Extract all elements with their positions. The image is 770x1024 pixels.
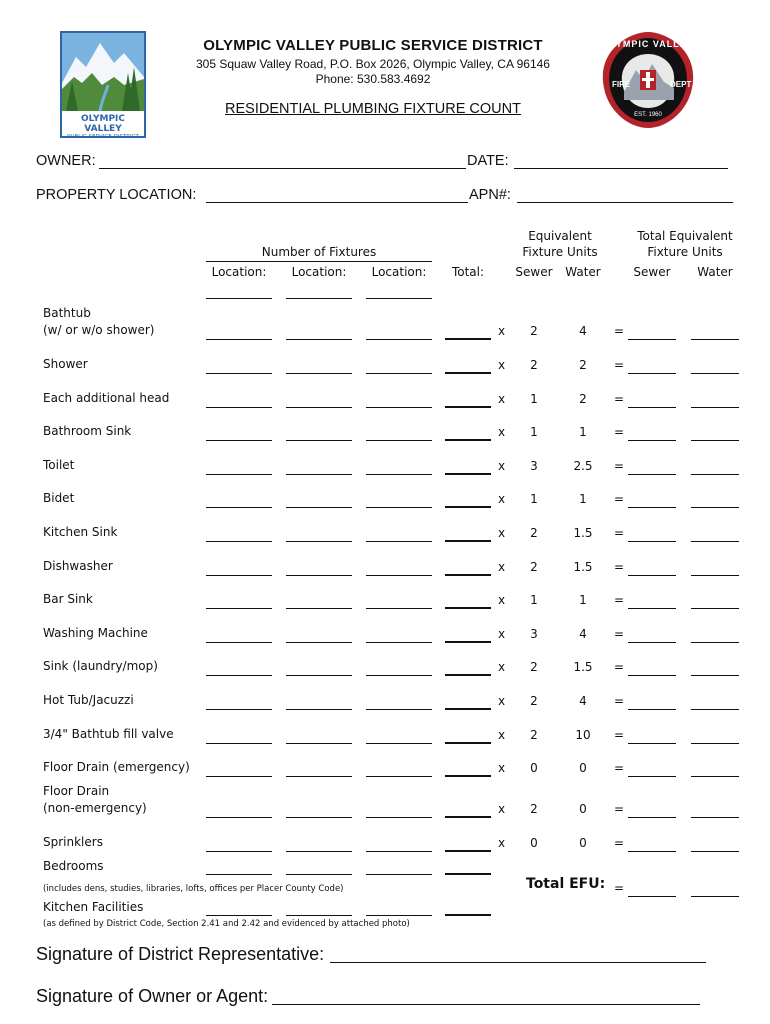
water-efu-value: 2	[579, 358, 587, 372]
sewer-total-header: Sewer	[633, 265, 671, 279]
times-sign: x	[498, 761, 506, 775]
bedrooms-location-3-line[interactable]	[366, 874, 432, 875]
location-3-count-line[interactable]	[366, 743, 432, 744]
fixture-total-line[interactable]	[445, 439, 491, 441]
total-efu-label: Total EFU:	[526, 876, 606, 892]
sewer-efu-value: 1	[530, 425, 538, 439]
fixture-name: Bidet	[43, 491, 75, 505]
times-sign: x	[498, 694, 506, 708]
sewer-efu-value: 2	[530, 526, 538, 540]
equals-sign: =	[614, 526, 625, 540]
sewer-total-line[interactable]	[628, 817, 676, 818]
times-sign: x	[498, 459, 506, 473]
fixture-row-label	[43, 726, 174, 743]
equals-sign: =	[614, 425, 625, 439]
bedrooms-total-line[interactable]	[445, 873, 491, 875]
water-total-line[interactable]	[691, 440, 739, 441]
fixture-name: Toilet	[43, 458, 75, 472]
sewer-efu-value: 0	[530, 836, 538, 850]
water-total-line[interactable]	[691, 575, 739, 576]
sewer-efu-header: Sewer	[515, 265, 553, 279]
fixture-total-line[interactable]	[445, 775, 491, 777]
location-2-count-line[interactable]	[286, 575, 352, 576]
fixture-name: Bar Sink	[43, 592, 93, 606]
date-input-line[interactable]	[514, 168, 728, 169]
times-sign: x	[498, 358, 506, 372]
location-1-count-line[interactable]	[206, 339, 272, 340]
sewer-total-line[interactable]	[628, 851, 676, 852]
property-location-input-line[interactable]	[206, 202, 468, 203]
location-3-count-line[interactable]	[366, 373, 432, 374]
water-efu-value: 4	[579, 627, 587, 641]
equals-sign: =	[614, 627, 625, 641]
fixture-total-line[interactable]	[445, 708, 491, 710]
location-1-count-line[interactable]	[206, 608, 272, 609]
sewer-total-line[interactable]	[628, 373, 676, 374]
times-sign: x	[498, 802, 506, 816]
fixture-name: Kitchen Sink	[43, 525, 118, 539]
water-total-line[interactable]	[691, 675, 739, 676]
location-1-count-line[interactable]	[206, 407, 272, 408]
total-header: Total:	[451, 265, 485, 279]
location-1-count-line[interactable]	[206, 541, 272, 542]
location-1-count-line[interactable]	[206, 709, 272, 710]
times-sign: x	[498, 593, 506, 607]
fixture-row-label	[43, 490, 74, 507]
location-3-count-line[interactable]	[366, 474, 432, 475]
owner-label: OWNER:	[36, 153, 96, 169]
district-signature-label: Signature of District Representative:	[36, 944, 325, 964]
district-signature-line[interactable]	[330, 962, 706, 963]
water-efu-value: 2	[579, 392, 587, 406]
times-sign: x	[498, 728, 506, 742]
fixture-name: Sprinklers	[43, 835, 103, 849]
water-total-line[interactable]	[691, 407, 739, 408]
location-1-header-line	[206, 298, 272, 299]
logo-right-text-top: OLYMPIC VALLEY	[602, 39, 694, 49]
sewer-efu-value: 2	[530, 694, 538, 708]
location-1-count-line[interactable]	[206, 817, 272, 818]
kitchen-facilities-label: Kitchen Facilities	[43, 900, 144, 914]
fixture-row-label	[43, 692, 134, 709]
water-efu-value: 0	[579, 802, 587, 816]
water-total-line[interactable]	[691, 776, 739, 777]
equals-sign: =	[614, 459, 625, 473]
times-sign: x	[498, 627, 506, 641]
times-sign: x	[498, 425, 506, 439]
fixture-row-label	[43, 658, 158, 675]
equals-sign: =	[614, 761, 625, 775]
times-sign: x	[498, 526, 506, 540]
bedrooms-location-1-line[interactable]	[206, 874, 272, 875]
fixture-total-line[interactable]	[445, 850, 491, 852]
water-total-line[interactable]	[691, 709, 739, 710]
location-3-count-line[interactable]	[366, 709, 432, 710]
location-2-count-line[interactable]	[286, 541, 352, 542]
location-1-count-line[interactable]	[206, 743, 272, 744]
logo-left-text-2: PUBLIC SERVICE DISTRICT	[67, 134, 139, 140]
fixture-total-line[interactable]	[445, 406, 491, 408]
times-sign: x	[498, 324, 506, 338]
kitchen-location-2-line[interactable]	[286, 915, 352, 916]
location-2-count-line[interactable]	[286, 373, 352, 374]
water-efu-value: 2.5	[573, 459, 593, 473]
water-total-line[interactable]	[691, 642, 739, 643]
location-2-count-line[interactable]	[286, 608, 352, 609]
times-sign: x	[498, 492, 506, 506]
water-total-line[interactable]	[691, 851, 739, 852]
logo-right-text-left: FIRE	[612, 80, 631, 89]
sewer-total-line[interactable]	[628, 440, 676, 441]
location-2-count-line[interactable]	[286, 776, 352, 777]
water-efu-value: 1	[579, 593, 587, 607]
water-total-line[interactable]	[691, 608, 739, 609]
fixture-name: Dishwasher	[43, 559, 113, 573]
location-2-count-line[interactable]	[286, 407, 352, 408]
location-3-count-line[interactable]	[366, 507, 432, 508]
fixture-total-line[interactable]	[445, 674, 491, 676]
fixture-name: Shower	[43, 357, 88, 371]
location-3-count-line[interactable]	[366, 608, 432, 609]
location-3-count-line[interactable]	[366, 851, 432, 852]
sewer-total-line[interactable]	[628, 709, 676, 710]
logo-left-text-1: OLYMPIC VALLEY	[80, 114, 125, 134]
sewer-efu-value: 2	[530, 728, 538, 742]
location-3-count-line[interactable]	[366, 407, 432, 408]
sewer-efu-value: 1	[530, 492, 538, 506]
sewer-total-line[interactable]	[628, 642, 676, 643]
location-3-count-line[interactable]	[366, 339, 432, 340]
water-efu-value: 1.5	[573, 660, 593, 674]
sewer-efu-value: 2	[530, 560, 538, 574]
equals-sign: =	[614, 836, 625, 850]
equals-sign: =	[614, 802, 625, 816]
fixture-total-line[interactable]	[445, 742, 491, 744]
sewer-total-line[interactable]	[628, 675, 676, 676]
fixture-row-label	[43, 759, 190, 776]
fixture-total-line[interactable]	[445, 607, 491, 609]
fixture-name: Floor Drain	[43, 784, 110, 798]
number-of-fixtures-header: Number of Fixtures	[261, 245, 377, 259]
fixture-name: Sink (laundry/mop)	[43, 659, 158, 673]
times-sign: x	[498, 660, 506, 674]
location-3-count-line[interactable]	[366, 642, 432, 643]
location-3-count-line[interactable]	[366, 817, 432, 818]
fixture-row-label	[43, 558, 113, 575]
water-efu-value: 10	[575, 728, 591, 742]
sewer-efu-value: 3	[530, 627, 538, 641]
sewer-efu-value: 3	[530, 459, 538, 473]
equals-sign: =	[614, 660, 625, 674]
equals-sign: =	[614, 560, 625, 574]
water-efu-value: 1.5	[573, 560, 593, 574]
fixture-name: Hot Tub/Jacuzzi	[43, 693, 134, 707]
water-total-header: Water	[697, 265, 733, 279]
fixture-name: Washing Machine	[43, 626, 148, 640]
bedrooms-label: Bedrooms	[43, 859, 104, 873]
apn-label: APN#:	[469, 187, 511, 203]
sewer-total-line[interactable]	[628, 776, 676, 777]
fixture-row-label	[43, 834, 103, 851]
water-efu-header: Water	[565, 265, 601, 279]
location-2-header-line	[286, 298, 352, 299]
location-3-header-line	[366, 298, 432, 299]
kitchen-note: (as defined by District Code, Section 2.41 and 2.42 and evidenced by attached photo)	[43, 919, 410, 929]
property-location-label: PROPERTY LOCATION:	[36, 187, 197, 203]
location-2-count-line[interactable]	[286, 817, 352, 818]
logo-right-text-right: DEPT	[670, 80, 692, 89]
kitchen-location-1-line[interactable]	[206, 915, 272, 916]
sewer-total-line[interactable]	[628, 339, 676, 340]
fixture-total-line[interactable]	[445, 506, 491, 508]
fixtures-header-rule	[206, 261, 432, 262]
fixture-name: Bathroom Sink	[43, 424, 132, 438]
water-total-line[interactable]	[691, 339, 739, 340]
sewer-efu-value: 1	[530, 593, 538, 607]
org-name: OLYMPIC VALLEY PUBLIC SERVICE DISTRICT	[203, 37, 543, 54]
location-3-count-line[interactable]	[366, 541, 432, 542]
fixture-name: Bathtub	[43, 306, 91, 320]
logo-right-est: EST. 1960	[634, 112, 662, 118]
sewer-total-line[interactable]	[628, 743, 676, 744]
sewer-efu-value: 2	[530, 802, 538, 816]
location-1-count-line[interactable]	[206, 373, 272, 374]
equals-sign: =	[614, 324, 625, 338]
water-efu-value: 1	[579, 425, 587, 439]
location-2-count-line[interactable]	[286, 675, 352, 676]
fixture-name-detail: (w/ or w/o shower)	[43, 323, 155, 337]
sewer-efu-value: 2	[530, 660, 538, 674]
sewer-efu-value: 2	[530, 358, 538, 372]
owner-input-line[interactable]	[99, 168, 466, 169]
location-3-count-line[interactable]	[366, 675, 432, 676]
water-total-line[interactable]	[691, 507, 739, 508]
fixture-total-line[interactable]	[445, 338, 491, 340]
equals-sign: =	[614, 392, 625, 406]
location-1-count-line[interactable]	[206, 507, 272, 508]
sewer-efu-value: 1	[530, 392, 538, 406]
fixture-total-line[interactable]	[445, 574, 491, 576]
sewer-total-line[interactable]	[628, 575, 676, 576]
location-1-count-line[interactable]	[206, 575, 272, 576]
sewer-total-line[interactable]	[628, 541, 676, 542]
fixture-total-line[interactable]	[445, 473, 491, 475]
location-2-count-line[interactable]	[286, 642, 352, 643]
water-total-line[interactable]	[691, 474, 739, 475]
fixture-name: 3/4" Bathtub fill valve	[43, 727, 174, 741]
org-phone: Phone: 530.583.4692	[315, 72, 431, 86]
water-efu-value: 0	[579, 836, 587, 850]
efu-header-line2: Fixture Units	[522, 245, 598, 259]
fixture-row-label	[43, 356, 88, 373]
water-total-line[interactable]	[691, 743, 739, 744]
location-2-count-line[interactable]	[286, 851, 352, 852]
location-2-count-line[interactable]	[286, 440, 352, 441]
fixture-row-label	[43, 524, 117, 541]
fixture-total-line[interactable]	[445, 641, 491, 643]
times-sign: x	[498, 560, 506, 574]
times-sign: x	[498, 392, 506, 406]
location-3-count-line[interactable]	[366, 440, 432, 441]
sewer-efu-value: 0	[530, 761, 538, 775]
water-efu-value: 1.5	[573, 526, 593, 540]
location-1-count-line[interactable]	[206, 440, 272, 441]
fixture-total-line[interactable]	[445, 540, 491, 542]
water-efu-value: 0	[579, 761, 587, 775]
fixture-row-label	[43, 457, 74, 474]
water-total-line[interactable]	[691, 817, 739, 818]
water-total-line[interactable]	[691, 373, 739, 374]
location-2-count-line[interactable]	[286, 474, 352, 475]
total-efu-sewer-line[interactable]	[628, 896, 676, 897]
bedrooms-note: (includes dens, studies, libraries, lofts, offices per Placer County Code)	[43, 884, 344, 894]
total-efu-water-line[interactable]	[691, 896, 739, 897]
form-title: RESIDENTIAL PLUMBING FIXTURE COUNT	[225, 101, 521, 117]
equals-sign: =	[614, 593, 625, 607]
location-2-count-line[interactable]	[286, 743, 352, 744]
fixture-row-label	[43, 625, 148, 642]
date-label: DATE:	[467, 153, 509, 169]
equals-sign: =	[614, 492, 625, 506]
apn-input-line[interactable]	[517, 202, 733, 203]
location-3-header: Location:	[371, 265, 427, 279]
fixture-total-line[interactable]	[445, 816, 491, 818]
sewer-efu-value: 2	[530, 324, 538, 338]
equals-sign: =	[614, 358, 625, 372]
org-address: 305 Squaw Valley Road, P.O. Box 2026, Olympic Valley, CA 96146	[196, 57, 550, 71]
location-3-count-line[interactable]	[366, 776, 432, 777]
efu-header-line1: Equivalent	[528, 229, 592, 243]
water-efu-value: 4	[579, 694, 587, 708]
location-1-count-line[interactable]	[206, 642, 272, 643]
fixture-row-label	[43, 305, 154, 339]
location-1-count-line[interactable]	[206, 851, 272, 852]
sewer-total-line[interactable]	[628, 608, 676, 609]
fixture-row-label	[43, 423, 131, 440]
total-efu-equals: =	[614, 881, 625, 895]
fixture-name-detail: (non-emergency)	[43, 801, 147, 815]
location-1-count-line[interactable]	[206, 474, 272, 475]
sewer-total-line[interactable]	[628, 474, 676, 475]
fixture-row-label	[43, 783, 147, 817]
location-2-count-line[interactable]	[286, 709, 352, 710]
water-efu-value: 1	[579, 492, 587, 506]
bedrooms-location-2-line[interactable]	[286, 874, 352, 875]
owner-signature-label: Signature of Owner or Agent:	[36, 986, 269, 1006]
location-2-header: Location:	[291, 265, 347, 279]
location-2-count-line[interactable]	[286, 339, 352, 340]
water-efu-value: 4	[579, 324, 587, 338]
owner-signature-line[interactable]	[272, 1004, 700, 1005]
fixture-row-label	[43, 390, 169, 407]
kitchen-total-line[interactable]	[445, 914, 491, 916]
times-sign: x	[498, 836, 506, 850]
location-1-header: Location:	[211, 265, 267, 279]
fixture-name: Each additional head	[43, 391, 170, 405]
total-efu-header-line2: Fixture Units	[647, 245, 723, 259]
equals-sign: =	[614, 694, 625, 708]
water-total-line[interactable]	[691, 541, 739, 542]
location-2-count-line[interactable]	[286, 507, 352, 508]
fixture-name: Floor Drain (emergency)	[43, 760, 190, 774]
location-1-count-line[interactable]	[206, 776, 272, 777]
sewer-total-line[interactable]	[628, 507, 676, 508]
fixture-row-label	[43, 591, 93, 608]
location-1-count-line[interactable]	[206, 675, 272, 676]
location-3-count-line[interactable]	[366, 575, 432, 576]
total-efu-header-line1: Total Equivalent	[637, 229, 733, 243]
kitchen-location-3-line[interactable]	[366, 915, 432, 916]
fixture-total-line[interactable]	[445, 372, 491, 374]
sewer-total-line[interactable]	[628, 407, 676, 408]
equals-sign: =	[614, 728, 625, 742]
